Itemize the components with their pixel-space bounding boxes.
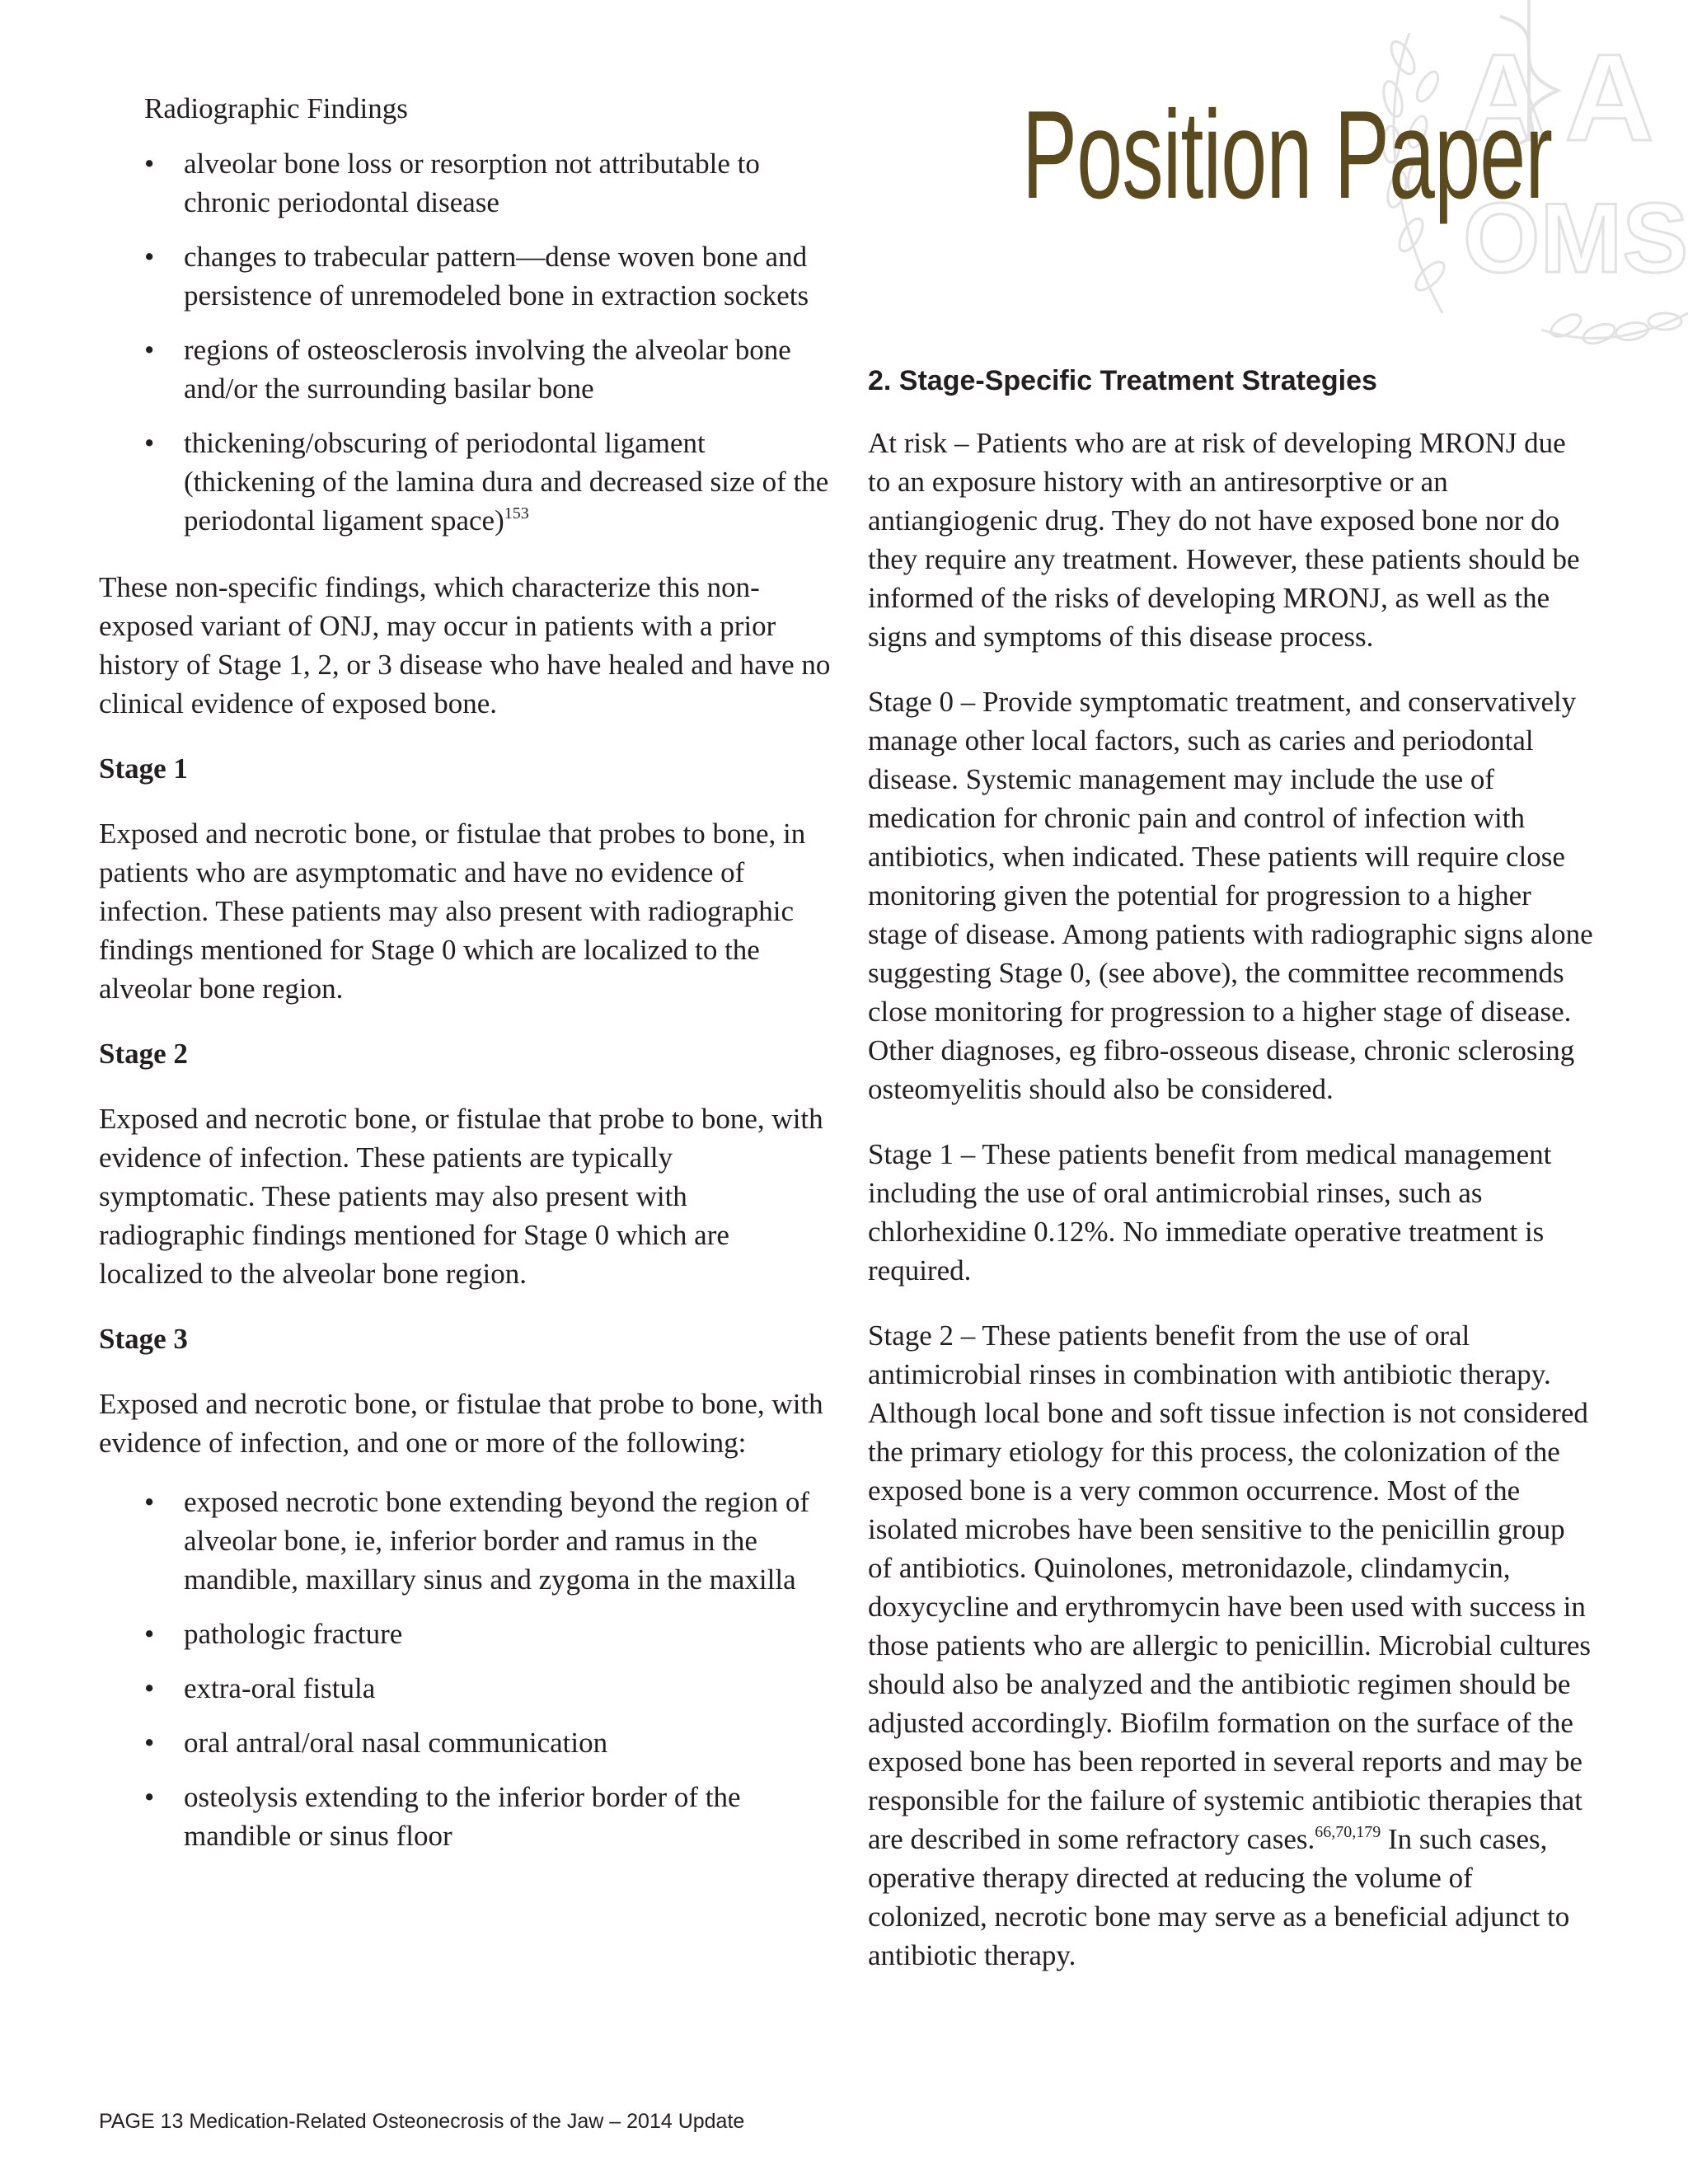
stage1-treatment-paragraph: Stage 1 – These patients benefit from medical management including the use of oral antimicrobial rinses, such as chlorhexidine 0.12%. No immediate operative treatment is required. — [868, 1138, 1552, 1286]
bullet-icon: • — [144, 334, 155, 366]
at-risk-paragraph: At risk – Patients who are at risk of developing MRONJ due to an exposure history with an antiresorptive or an antiangiogenic drug. They do not have exposed bone nor do they require any treatment. However, these patients should be informed of the risks of developing MRONJ, as well as the signs and symptoms of this disease process. — [868, 427, 1580, 653]
list-item: • exposed necrotic bone extending beyond the region of alveolar bone, ie, inferior border and ramus in the mandible, maxillary sinus and zygoma in the maxilla — [99, 1483, 832, 1599]
list-item: • pathologic fracture — [99, 1615, 832, 1653]
watermark-text-top: AA — [1459, 28, 1671, 166]
list-item: • alveolar bone loss or resorption not attributable to chronic periodontal disease — [99, 144, 832, 222]
nonspecific-findings-paragraph: These non-specific findings, which characterize this non-exposed variant of ONJ, may occur in patients with a prior history of Stage 1, 2, or 3 disease who have healed and have no clinical evidence of exposed bone. — [99, 571, 831, 719]
bullet-icon: • — [144, 1727, 155, 1759]
bullet-icon: • — [144, 1672, 155, 1704]
page-title: Position Paper — [1022, 85, 1553, 225]
bullet-icon: • — [144, 1486, 155, 1518]
stage1-paragraph: Exposed and necrotic bone, or fistulae that probes to bone, in patients who are asymptomatic and have no evidence of infection. These patients may also present with radiographic findings mentioned for Stage 0 which are localized to the alveolar bone region. — [99, 818, 806, 1005]
stage1-heading: Stage 1 — [99, 752, 188, 785]
watermark-text-bottom: OMS — [1463, 183, 1688, 293]
section-heading: 2. Stage-Specific Treatment Strategies — [868, 365, 1377, 396]
list-item: • osteolysis extending to the inferior border of the mandible or sinus floor — [99, 1778, 832, 1855]
radiographic-findings-heading: Radiographic Findings — [144, 92, 408, 124]
stage2-heading: Stage 2 — [99, 1038, 188, 1070]
stage2-paragraph: Exposed and necrotic bone, or fistulae that probe to bone, with evidence of infection. These patients are typically symptomatic. These patients may also present with radiographic findings mentioned for Stage 0 which are localized to the alveolar bone region. — [99, 1103, 823, 1290]
right-column — [868, 363, 1593, 2001]
stage3-paragraph: Exposed and necrotic bone, or fistulae that probe to bone, with evidence of infection, and one or more of the following: — [99, 1388, 823, 1459]
reference-superscript: 153 — [504, 504, 529, 523]
bullet-icon: • — [144, 1618, 155, 1650]
list-item: • regions of osteosclerosis involving the alveolar bone and/or the surrounding basilar bone — [99, 330, 832, 408]
stage2-treatment-paragraph: Stage 2 – These patients benefit from the use of oral antimicrobial rinses in combination with antibiotic therapy. Although local bone and soft tissue infection is not considered the primary etiology for this process, the colonization of the exposed bone is a very common occurrence. Most of the isolated microbes have been sensitive to the penicillin group of antibiotics. Quinolones, metronidazole, clindamycin, doxycycline and erythromycin have been used with success in those patients who are allergic to penicillin. Microbial cultures should also be analyzed and the antibiotic regimen should be adjusted accordingly. Biofilm formation on the surface of the exposed bone has been reported in several reports and may be responsible for the failure of systemic antibiotic therapies that are described in some refractory cases.$^{66,70,179}$ In such cases, operative therapy directed at reducing the volume of colonized, necrotic bone may serve as a beneficial adjunct to antibiotic therapy. — [868, 1319, 1592, 1971]
left-column — [99, 89, 832, 1871]
bullet-icon: • — [144, 1781, 155, 1813]
list-item: • extra-oral fistula — [99, 1669, 832, 1708]
radiographic-findings-list — [99, 144, 832, 540]
reference-superscript: 66,70,179 — [1315, 1823, 1381, 1841]
list-item: • oral antral/oral nasal communication — [99, 1723, 832, 1762]
bullet-icon: • — [144, 241, 155, 273]
page-footer: PAGE 13 Medication-Related Osteonecrosis of the Jaw – 2014 Update — [99, 2110, 745, 2133]
list-item: • changes to trabecular pattern—dense woven bone and persistence of unremodeled bone in extraction sockets — [99, 237, 832, 315]
stage0-treatment-paragraph: Stage 0 – Provide symptomatic treatment, and conservatively manage other local factors, such as caries and periodontal disease. Systemic management may include the use of medication for chronic pain and control of infection with antibiotics, when indicated. These patients will require close monitoring given the potential for progression to a higher stage of disease. Among patients with radiographic signs alone suggesting Stage 0, (see above), the committee recommends close monitoring for progression to a higher stage of disease. Other diagnoses, eg fibro-osseous disease, chronic sclerosing osteomyelitis should also be considered. — [868, 686, 1593, 1105]
bullet-icon: • — [144, 427, 155, 459]
stage3-heading: Stage 3 — [99, 1323, 188, 1355]
list-item: • thickening/obscuring of periodontal ligament (thickening of the lamina dura and decreased size of the periodontal ligament space)$^{153}$ — [99, 424, 832, 540]
bullet-icon: • — [144, 148, 155, 180]
stage3-criteria-list — [99, 1483, 832, 1855]
